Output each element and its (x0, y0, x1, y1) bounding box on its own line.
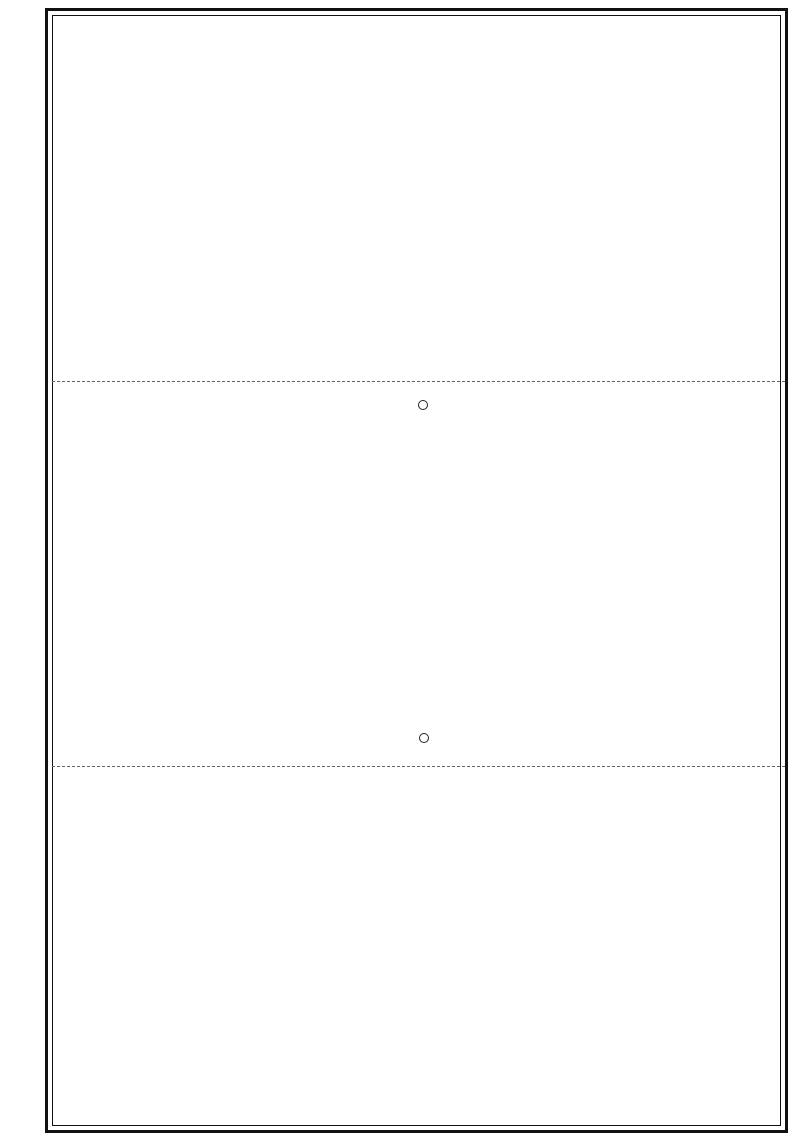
page-frame (45, 8, 788, 1133)
binding-hole-top (418, 400, 428, 410)
binding-hole-mid (419, 733, 429, 743)
section-divider-bottom (52, 766, 785, 767)
inner-border (52, 15, 781, 1126)
section-divider-top (52, 381, 785, 382)
